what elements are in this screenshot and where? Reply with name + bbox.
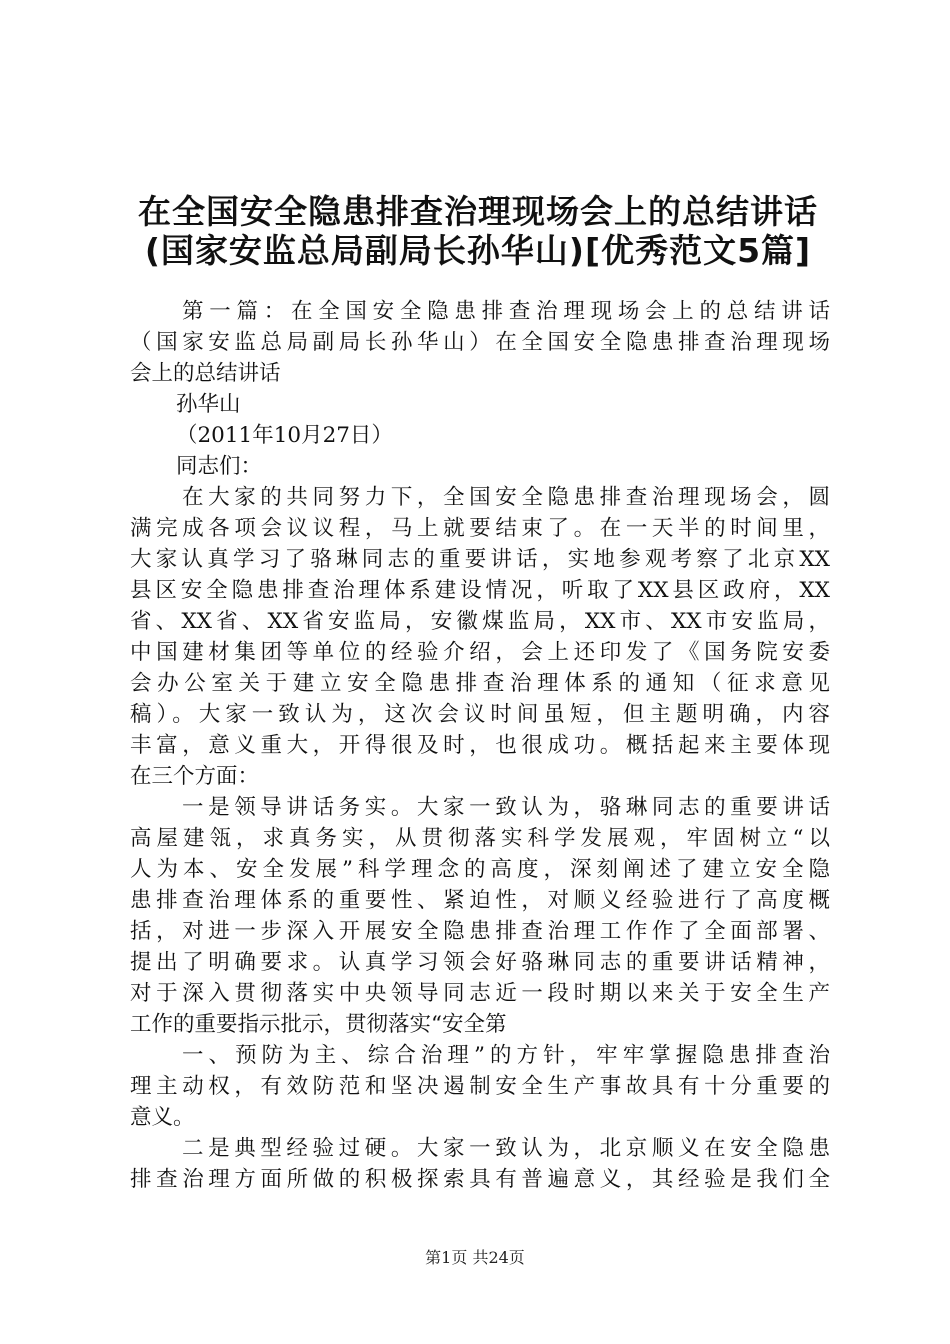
author-line: 孙华山 (176, 392, 241, 417)
body-line: 会办公室关于建立安全隐患排查治理体系的通知（征求意见 (130, 671, 830, 696)
body-line: 高屋建瓴，求真务实，从贯彻落实科学发展观，牢固树立“以 (130, 826, 830, 851)
body-line: 大家认真学习了骆琳同志的重要讲话，实地参观考察了北京XX (130, 547, 830, 572)
body-line: 一是领导讲话务实。大家一致认为，骆琳同志的重要讲话 (182, 795, 830, 820)
body-line: 稿）。大家一致认为，这次会议时间虽短，但主题明确，内容 (130, 702, 830, 727)
body-line: 在三个方面： (130, 764, 260, 789)
document-title-line-2: (国家安监总局副局长孙华山)[优秀范文5篇] (144, 231, 812, 270)
body-line: 括，对进一步深入开展安全隐患排查治理工作作了全面部署、 (130, 919, 830, 944)
document-title-line-1: 在全国安全隐患排查治理现场会上的总结讲话 (138, 192, 818, 231)
body-line: 理主动权，有效防范和坚决遏制安全生产事故具有十分重要的 (130, 1074, 830, 1099)
salutation-line: 同志们： (176, 454, 263, 479)
date-line: （2011年10月27日） (176, 423, 393, 448)
body-line: 工作的重要指示批示，贯彻落实“安全第 (130, 1012, 507, 1037)
body-line: 会上的总结讲话 (130, 361, 281, 386)
page-footer: 第1页 共24页 (425, 1248, 525, 1267)
body-line: 在大家的共同努力下，全国安全隐患排查治理现场会，圆 (182, 485, 830, 510)
body-line: 二是典型经验过硬。大家一致认为，北京顺义在安全隐患 (182, 1136, 830, 1161)
body-line: 排查治理方面所做的积极探索具有普遍意义，其经验是我们全 (130, 1167, 830, 1192)
body-line: 提出了明确要求。认真学习领会好骆琳同志的重要讲话精神， (130, 950, 830, 975)
body-line: 第一篇：在全国安全隐患排查治理现场会上的总结讲话 (182, 299, 830, 324)
body-line: 意义。 (130, 1105, 195, 1130)
body-line: 中国建材集团等单位的经验介绍，会上还印发了《国务院安委 (130, 640, 830, 665)
body-line: 人为本、安全发展”科学理念的高度，深刻阐述了建立安全隐 (130, 857, 830, 882)
body-line: （国家安监总局副局长孙华山）在全国安全隐患排查治理现场 (130, 330, 830, 355)
body-line: 丰富，意义重大，开得很及时，也很成功。概括起来主要体现 (130, 733, 830, 758)
body-line: 对于深入贯彻落实中央领导同志近一段时期以来关于安全生产 (130, 981, 830, 1006)
body-line: 患排查治理体系的重要性、紧迫性，对顺义经验进行了高度概 (130, 888, 830, 913)
body-line: 县区安全隐患排查治理体系建设情况，听取了XX县区政府，XX (130, 578, 830, 603)
body-line: 省、XX省、XX省安监局，安徽煤监局，XX市、XX市安监局， (130, 609, 830, 634)
body-line: 一、预防为主、综合治理”的方针，牢牢掌握隐患排查治 (182, 1043, 830, 1068)
body-line: 满完成各项会议议程，马上就要结束了。在一天半的时间里， (130, 516, 830, 541)
document-body (130, 296, 830, 1195)
